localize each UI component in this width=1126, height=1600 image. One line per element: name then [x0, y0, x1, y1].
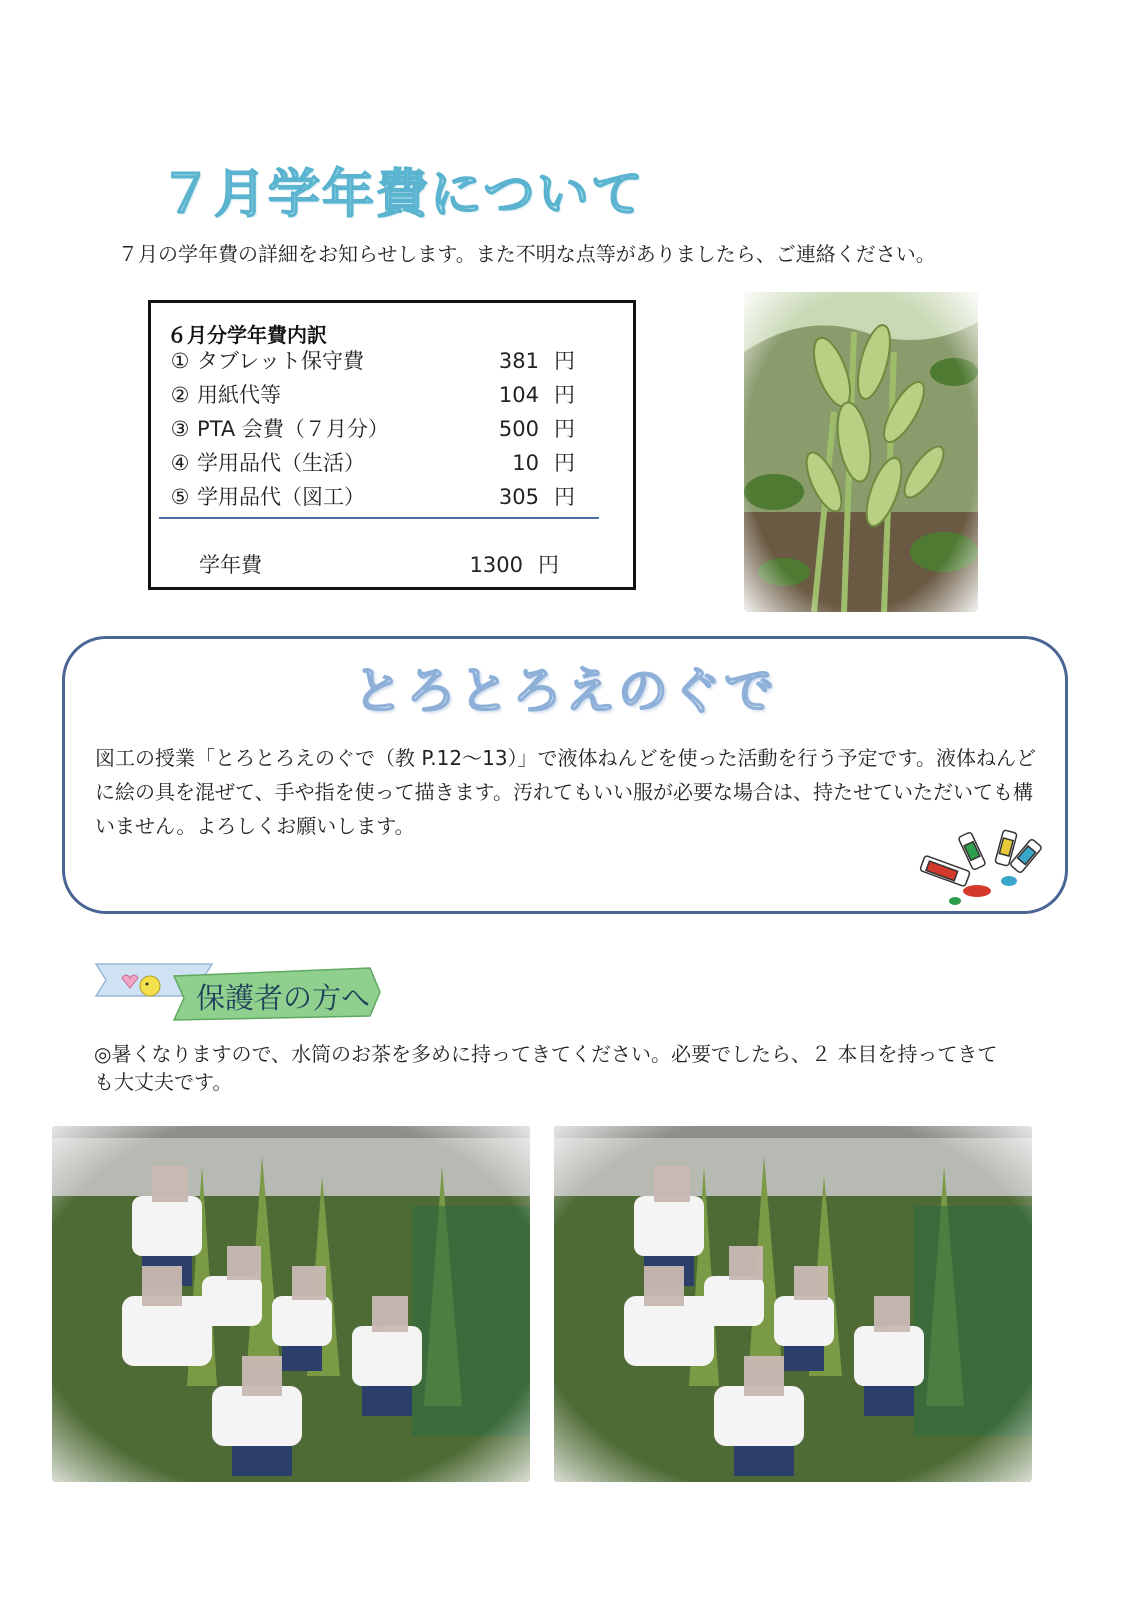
art-class-box — [62, 636, 1068, 914]
fee-row — [163, 379, 575, 409]
fee-unit: 円 — [554, 417, 575, 441]
fee-row — [163, 413, 575, 443]
fee-row — [163, 481, 575, 511]
edamame-photo — [744, 292, 978, 612]
fee-label: 学用品代（図工） — [197, 485, 365, 509]
fee-row — [163, 345, 575, 375]
fee-total-amount: 1300 — [469, 553, 523, 577]
intro-text: ７月の学年費の詳細をお知らせします。また不明な点等がありましたら、ご連絡ください。 — [118, 242, 936, 266]
fee-divider — [159, 517, 599, 519]
fee-total-unit: 円 — [538, 553, 559, 577]
fee-num: ② — [170, 383, 190, 407]
fee-num: ① — [170, 349, 190, 373]
fee-total-row — [199, 549, 559, 579]
fee-unit: 円 — [554, 451, 575, 475]
fee-amount: 500 — [498, 417, 539, 441]
paint-tubes-illustration — [915, 829, 1055, 909]
fee-heading: ６月分学年費内訳 — [167, 323, 327, 347]
parents-banner-label: 保護者の方へ — [196, 981, 371, 1015]
fee-num: ③ — [170, 417, 190, 441]
fee-amount: 305 — [498, 485, 539, 509]
art-description: 図工の授業「とろとろえのぐで（教 P.12～13）」で液体ねんどを使った活動を行う予定です。液体ねんどに絵の具を混ぜて、手や指を使って描きます。汚れてもいい服が必要な場合は、持たせていただいても構いません。よろしくお願いします。 — [95, 746, 1036, 838]
garden-photo-2 — [554, 1126, 1032, 1482]
fee-label: PTA 会費（７月分） — [197, 417, 389, 441]
fee-unit: 円 — [554, 485, 575, 509]
garden-photo-1 — [52, 1126, 530, 1482]
fee-amount: 381 — [498, 349, 539, 373]
fee-total-label: 学年費 — [199, 553, 262, 577]
fee-num: ⑤ — [170, 485, 190, 509]
art-title: とろとろえのぐで — [353, 662, 777, 720]
fee-label: 学用品代（生活） — [197, 451, 365, 475]
fee-amount: 104 — [498, 383, 539, 407]
fee-unit: 円 — [554, 383, 575, 407]
parents-banner — [92, 958, 384, 1026]
fee-breakdown-box — [148, 300, 636, 590]
fee-label: 用紙代等 — [197, 383, 281, 407]
fee-unit: 円 — [554, 349, 575, 373]
page-title: ７月学年費について — [160, 165, 645, 225]
fee-row — [163, 447, 575, 477]
fee-amount: 10 — [512, 451, 539, 475]
parents-note: ◎暑くなりますので、水筒のお茶を多めに持ってきてください。必要でしたら、２ 本目を持ってきても大丈夫です。 — [94, 1042, 998, 1094]
fee-label: タブレット保守費 — [197, 349, 364, 373]
fee-num: ④ — [170, 451, 190, 475]
